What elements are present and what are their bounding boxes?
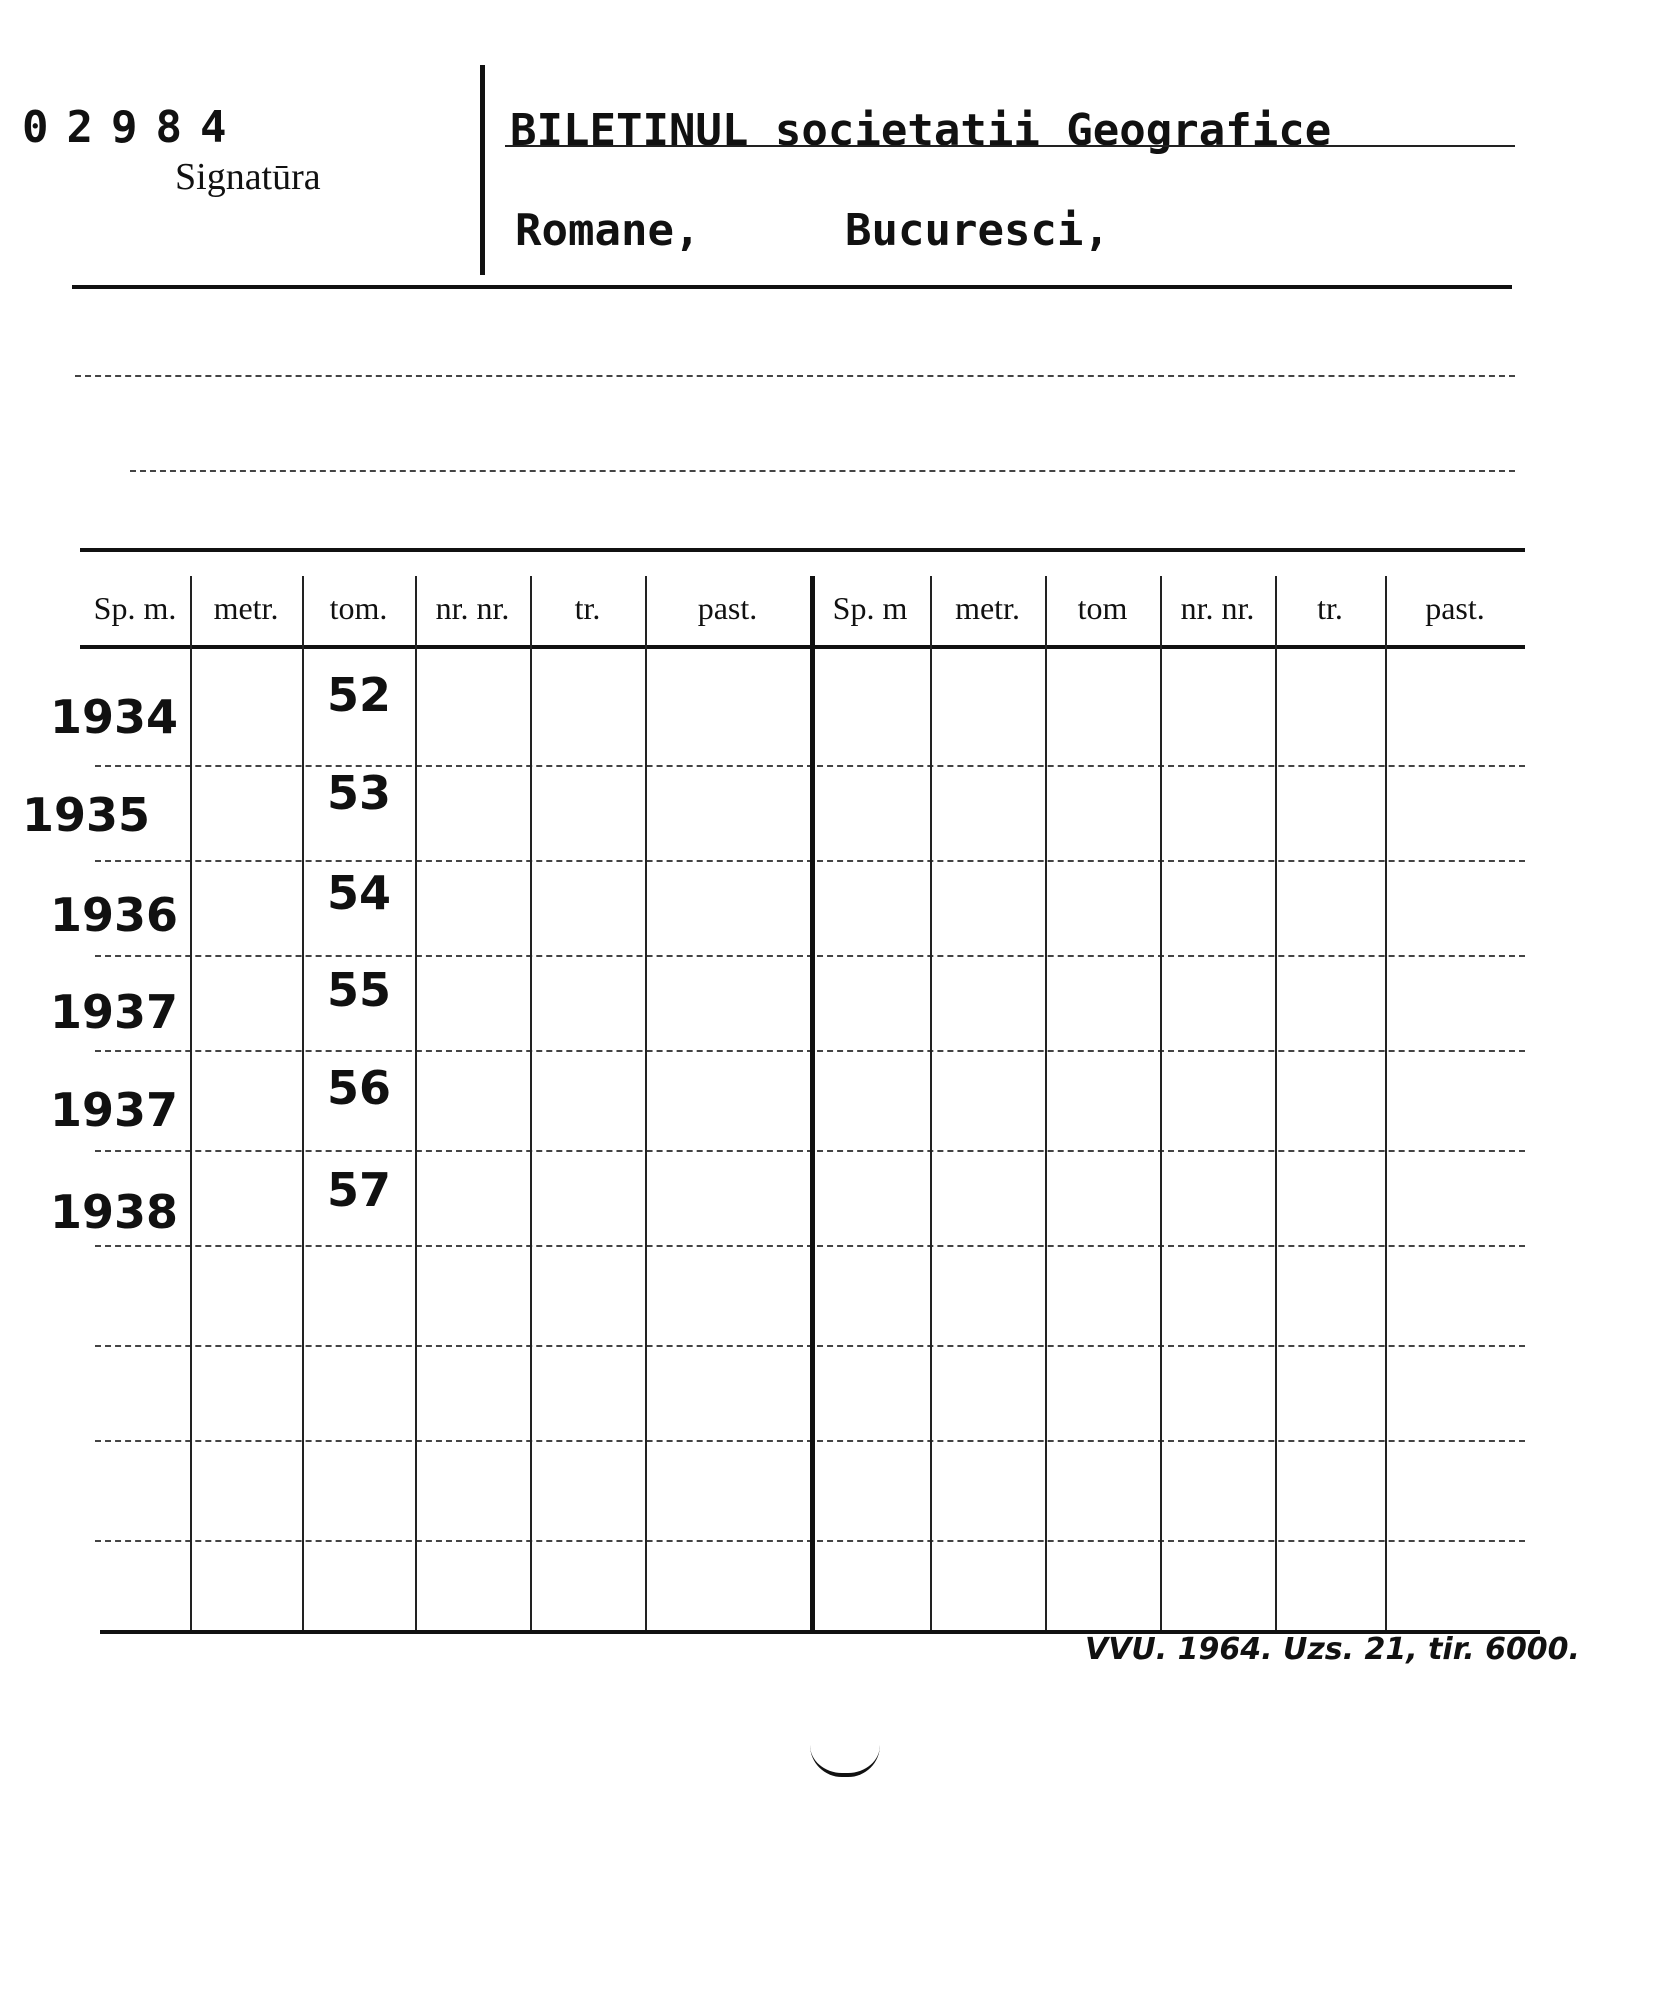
column-header: past. <box>1425 590 1485 626</box>
row-year: 1937 <box>50 1083 179 1137</box>
column-header: past. <box>697 590 758 626</box>
table-column-divider <box>645 576 647 1630</box>
table-column-divider <box>930 576 932 1630</box>
card-title-line2-b: Bucuresci, <box>845 205 1110 256</box>
table-column-divider <box>1385 576 1387 1630</box>
row-tom: 54 <box>327 866 392 920</box>
column-header: nr. nr. <box>1180 590 1255 626</box>
row-year: 1938 <box>50 1185 179 1239</box>
row-tom: 52 <box>327 668 392 722</box>
table-column-divider <box>1045 576 1047 1630</box>
column-header: tr. <box>574 590 601 626</box>
table-column-divider <box>1275 576 1277 1630</box>
card-title-line2-a: Romane, <box>515 205 701 256</box>
row-tom: 57 <box>327 1163 392 1217</box>
table-header-rule <box>80 645 1525 649</box>
row-year: 1937 <box>50 985 179 1039</box>
row-tom: 55 <box>327 963 392 1017</box>
table-top-rule <box>80 548 1525 552</box>
column-header: tr. <box>1317 590 1343 626</box>
column-header: tom <box>1077 590 1128 626</box>
signature-number: 02984 <box>22 102 245 153</box>
table-column-divider <box>1160 576 1162 1630</box>
print-note: VVU. 1964. Uzs. 21, tir. 6000. <box>1085 1632 1580 1667</box>
column-header: Sp. m <box>832 590 908 626</box>
row-year: 1934 <box>50 690 179 744</box>
table-column-divider <box>190 576 192 1630</box>
signature-label: Signatūra <box>175 156 321 198</box>
column-header: nr. nr. <box>435 590 510 626</box>
row-tom: 56 <box>327 1061 392 1115</box>
table-column-divider <box>415 576 417 1630</box>
row-year: 1935 <box>22 788 151 842</box>
table-column-divider <box>302 576 304 1630</box>
table-center-divider <box>810 576 815 1630</box>
row-tom: 53 <box>327 766 392 820</box>
card-title-line1: BILETINUL societatii Geografice <box>510 105 1332 156</box>
column-header: metr. <box>213 590 279 626</box>
table-column-divider <box>530 576 532 1630</box>
row-year: 1936 <box>50 888 179 942</box>
column-header: metr. <box>955 590 1020 626</box>
column-header: tom. <box>329 590 388 626</box>
column-header: Sp. m. <box>93 590 177 626</box>
